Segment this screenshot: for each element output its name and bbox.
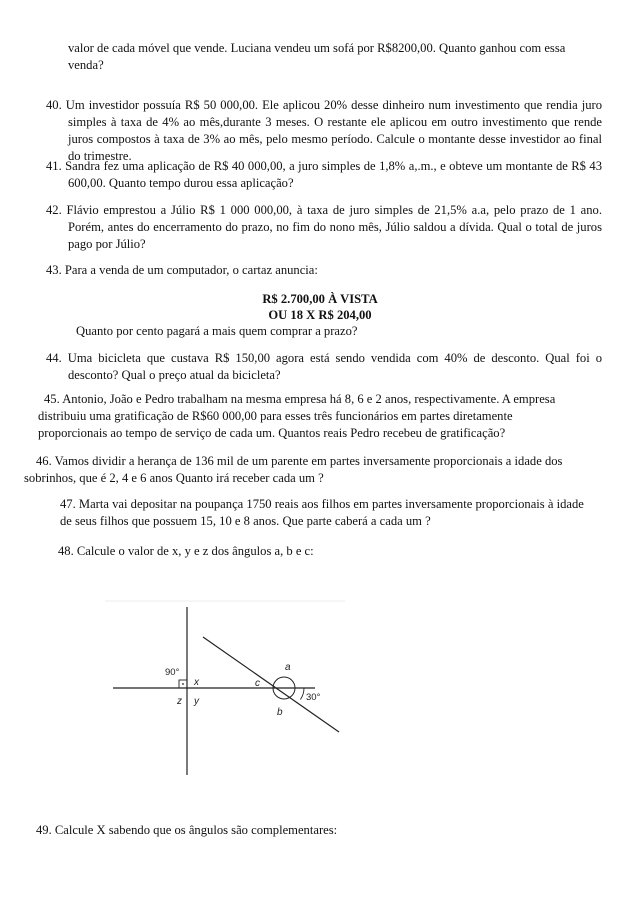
label-x: x bbox=[194, 677, 199, 688]
question-39-continuation bbox=[68, 40, 608, 74]
offer-cash-price: R$ 2.700,00 À VISTA bbox=[262, 292, 378, 306]
label-z: z bbox=[177, 696, 182, 707]
label-y: y bbox=[194, 696, 199, 707]
angles-figure bbox=[105, 595, 345, 780]
label-c: c bbox=[255, 678, 260, 689]
label-a: a bbox=[285, 662, 291, 673]
q45-line-3: proporcionais ao tempo de serviço de cada um. Quantos reais Pedro recebeu de gratificação? bbox=[38, 426, 506, 440]
question-40: 40. Um investidor possuía R$ 50 000,00. Ele aplicou 20% desse dinheiro num investimento que rendia juro simples à taxa de 4% ao mês,durante 3 meses. O restante ele aplicou em outro investimento que rende juros compostos à taxa de 3% ao mês, pelo mesmo período. Calcule o montante desse investidor ao final do trimestre. bbox=[46, 98, 602, 163]
question-44: 44. Uma bicicleta que custava R$ 150,00 agora está sendo vendida com 40% de desconto. Qual foi o desconto? Qual o preço atual da bicicleta? bbox=[46, 351, 602, 382]
q39-line-1: valor de cada móvel que vende. Luciana vendeu um sofá por R$8200,00. Quanto ganhou com essa bbox=[68, 41, 566, 55]
q46-line-2: sobrinhos, que é 2, 4 e 6 anos Quanto irá receber cada um ? bbox=[24, 471, 324, 485]
question-47 bbox=[60, 496, 620, 530]
question-48: 48. Calcule o valor de x, y e z dos ângulos a, b e c: bbox=[58, 544, 314, 558]
q47-line-2: de seus filhos que possuem 15, 10 e 8 anos. Que parte caberá a cada um ? bbox=[60, 514, 431, 528]
question-49: 49. Calcule X sabendo que os ângulos são complementares: bbox=[36, 823, 338, 837]
q45-line-1: 45. Antonio, João e Pedro trabalham na mesma empresa há 8, 6 e 2 anos, respectivamente. A empresa bbox=[44, 392, 556, 406]
q47-line-1: 47. Marta vai depositar na poupança 1750 reais aos filhos em partes inversamente proporcionais à idade bbox=[60, 497, 584, 511]
label-30-degrees: 30° bbox=[306, 692, 321, 703]
diagonal-line bbox=[203, 637, 339, 732]
question-42: 42. Flávio emprestou a Júlio R$ 1 000 000,00, à taxa de juro simples de 21,5% a.a, pelo prazo de 1 ano. Porém, antes do encerramento do prazo, no fim do nono mês, Júlio saldou a dívida. Qual o total de juros pago por Júlio? bbox=[46, 203, 602, 251]
offer-installments: OU 18 X R$ 204,00 bbox=[268, 308, 372, 322]
question-43-question: Quanto por cento pagará a mais quem comprar a prazo? bbox=[76, 324, 358, 338]
label-90-degrees: 90° bbox=[165, 667, 180, 678]
question-46 bbox=[24, 453, 614, 487]
question-43-intro: 43. Para a venda de um computador, o cartaz anuncia: bbox=[46, 263, 318, 277]
q39-line-2: venda? bbox=[68, 58, 104, 72]
q45-line-2: distribuiu uma gratificação de R$60 000,00 para esses três funcionários em partes diretamente bbox=[38, 409, 513, 423]
q46-line-1: 46. Vamos dividir a herança de 136 mil de um parente em partes inversamente proporcionais a idade dos bbox=[36, 454, 563, 468]
question-41: 41. Sandra fez uma aplicação de R$ 40 000,00, a juro simples de 1,8% a,.m., e obteve um montante de R$ 43 600,00. Quanto tempo durou essa aplicação? bbox=[46, 159, 602, 190]
label-b: b bbox=[277, 707, 283, 718]
angle-30-arc bbox=[300, 688, 304, 700]
question-45 bbox=[38, 391, 608, 442]
right-angle-dot bbox=[182, 683, 184, 685]
